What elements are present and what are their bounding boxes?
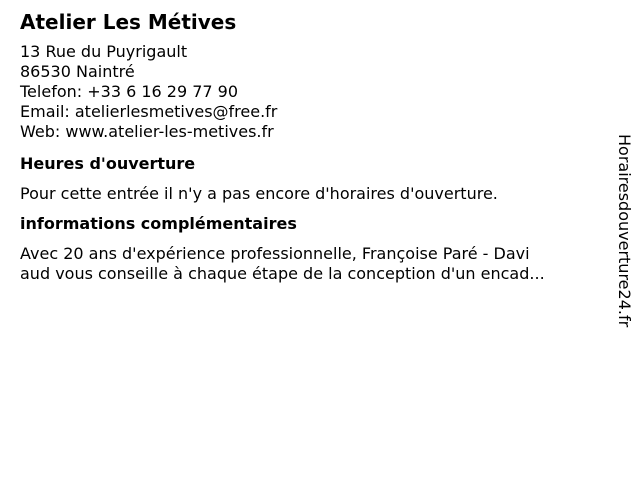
website-link[interactable]: Web: www.atelier-les-metives.fr <box>20 122 274 141</box>
address-street: 13 Rue du Puyrigault <box>20 42 188 61</box>
email-link[interactable]: Email: atelierlesmetives@free.fr <box>20 102 278 121</box>
address-city: 86530 Naintré <box>20 62 135 81</box>
additional-info-heading: informations complémentaires <box>20 214 297 233</box>
business-name: Atelier Les Métives <box>20 10 237 34</box>
additional-info-text-line2: aud vous conseille à chaque étape de la conception d'un encad... <box>20 264 545 283</box>
opening-hours-heading: Heures d'ouverture <box>20 154 196 173</box>
opening-hours-text: Pour cette entrée il n'y a pas encore d'horaires d'ouverture. <box>20 184 498 203</box>
site-watermark: Horairesdouverture24.fr <box>615 134 634 328</box>
phone-link[interactable]: Telefon: +33 6 16 29 77 90 <box>20 82 239 101</box>
additional-info-text-line1: Avec 20 ans d'expérience professionnelle, Françoise Paré - Davi <box>20 244 530 263</box>
business-card <box>20 10 600 284</box>
